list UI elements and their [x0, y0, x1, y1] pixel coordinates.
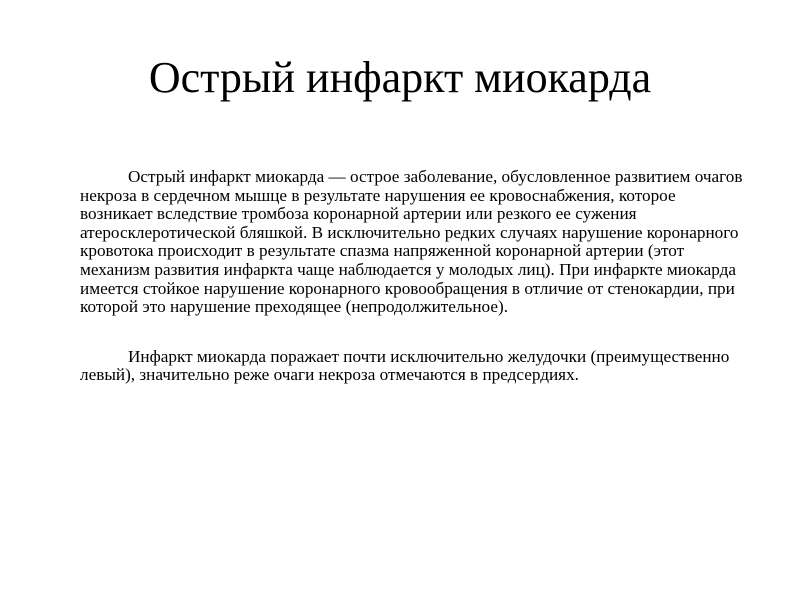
slide-title: Острый инфаркт миокарда	[148, 53, 652, 102]
slide-body	[80, 168, 748, 385]
body-paragraph-definition: Острый инфаркт миокарда — острое заболевание, обусловленное развитием очагов некроза в сердечном мышце в результате нарушения ее кровоснабжения, которое возникает вследствие тромбоза коронарной артерии или резкого ее сужения атеросклеротической бляшкой. В исключительно редких случаях нарушение коронарного кровотока происходит в результате спазма напряженной коронарной артерии (этот механизм развития инфаркта чаще наблюдается у молодых лиц). При инфаркте миокарда имеется стойкое нарушение коронарного кровообращения в отличие от стенокардии, при которой это нарушение преходящее (непродолжительное).	[80, 167, 743, 317]
body-paragraph-localization: Инфаркт миокарда поражает почти исключительно желудочки (преимущественно левый), значительно реже очаги некроза отмечаются в предсердиях.	[80, 346, 730, 385]
